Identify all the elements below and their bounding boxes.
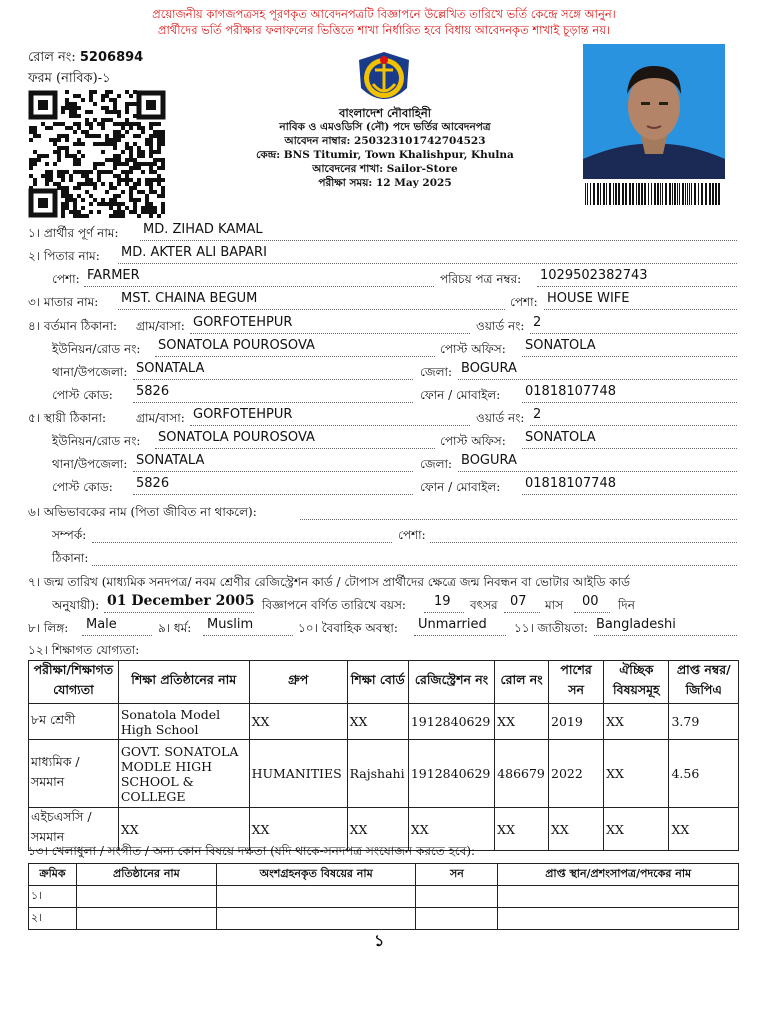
years-label: বৎসর [470, 598, 498, 612]
present-phone: 01818107748 [525, 384, 616, 399]
nid-label: পরিচয় পত্র নম্বর: [440, 272, 522, 286]
applicant-photo [583, 44, 725, 179]
dob-label-2: অনুযায়ী): [52, 598, 100, 612]
applicant-name: MD. ZIHAD KAMAL [143, 222, 263, 237]
table-row [29, 704, 739, 740]
col-skill-institution: প্রতিষ্ঠানের নাম [76, 864, 216, 886]
father-occupation-label: পেশা: [52, 272, 80, 286]
permanent-village: GORFOTEHPUR [193, 407, 293, 422]
permanent-union-label: ইউনিয়ন/রোড নং: [52, 434, 141, 448]
present-po-label: পোস্ট অফিস: [440, 342, 506, 356]
table-cell: 2022 [549, 740, 604, 808]
form-title: নাবিক ও এমওডিসি (নৌ) পদে ভর্তির আবেদনপত্র [279, 121, 491, 133]
permanent-district-label: জেলা: [420, 457, 453, 471]
col-roll: রোল নং [495, 661, 549, 704]
present-postcode: 5826 [136, 384, 170, 399]
mother-occupation-label: পেশা: [510, 295, 538, 309]
col-subject: অংশগ্রহনকৃত বিষয়ের নাম [216, 864, 416, 886]
table-cell: HUMANITIES [249, 740, 347, 808]
exam-center: কেন্দ্র: BNS Titumir, Town Khalishpur, Khulna [256, 149, 514, 161]
table-cell: XX [495, 704, 549, 740]
barcode [583, 183, 725, 205]
permanent-postcode-label: পোস্ট কোড: [52, 480, 113, 494]
present-ward-label: ওয়ার্ড নং: [476, 319, 525, 333]
sex-label: ৮। লিঙ্গ: [28, 621, 69, 635]
table-cell: XX [347, 704, 408, 740]
table-cell: XX [604, 808, 669, 851]
permanent-union: SONATOLA POUROSOVA [158, 430, 315, 445]
table-cell: Sonatola Model High School [118, 704, 249, 740]
table-cell: XX [347, 808, 408, 851]
marital-status: Unmarried [418, 617, 487, 632]
present-postcode-label: পোস্ট কোড: [52, 388, 113, 402]
table-cell [498, 886, 739, 908]
religion: Muslim [207, 617, 254, 632]
table-cell [498, 908, 739, 930]
notice-line-1: প্রয়োজনীয় কাগজপত্রসহ পূরণকৃত আবেদনপত্রটি বিজ্ঞাপনে উল্লেখিত তারিখে ভর্তি কেন্দ্রে সঙ্গে আনুন। [152, 7, 616, 21]
nationality: Bangladeshi [596, 617, 676, 632]
navy-logo-icon [353, 48, 415, 108]
age-days: 00 [582, 594, 599, 609]
table-cell: XX [669, 808, 739, 851]
table-cell: 1912840629 [408, 704, 494, 740]
father-name: MD. AKTER ALI BAPARI [121, 245, 267, 260]
table-cell: XX [495, 808, 549, 851]
permanent-po-label: পোস্ট অফিস: [440, 434, 506, 448]
table-cell: এইচএসসি / সমমান [29, 808, 119, 851]
table-cell [416, 886, 498, 908]
notice-line-2: প্রার্থীদের ভর্তি পরীক্ষার ফলাফলের ভিত্তিতে শাখা নির্ধারিত হবে বিধায় আবেদনকৃত শাখাই চূড়ান্ত নয়। [157, 23, 611, 37]
permanent-phone: 01818107748 [525, 476, 616, 491]
present-union-label: ইউনিয়ন/রোড নং: [52, 342, 141, 356]
table-row [29, 740, 739, 808]
col-exam: পরীক্ষা/শিক্ষাগত যোগ্যতা [29, 661, 119, 704]
col-gpa: প্রাপ্ত নম্বর/জিপিএ [669, 661, 739, 704]
col-serial: ক্রমিক [29, 864, 77, 886]
age-years: 19 [434, 594, 451, 609]
present-village-label: গ্রাম/বাসা: [136, 319, 185, 333]
table-row [29, 886, 739, 908]
dob-label: ৭। জন্ম তারিখ (মাধ্যমিক সনদপত্র/ নবম শ্রেণীর রেজিস্ট্রেশন কার্ড / টোপাস প্রার্থীদের ক্ষেত্রে জন্ম নিবন্ধন বা ভোটার আইডি কার্ড [28, 575, 630, 589]
col-optional-subjects: ঐচ্ছিক বিষয়সমূহ [604, 661, 669, 704]
name-label: ১। প্রার্থীর পূর্ণ নাম: [28, 226, 119, 240]
table-cell: 4.56 [669, 740, 739, 808]
table-cell: ২। [29, 908, 77, 930]
permanent-address-label: ৫। স্থায়ী ঠিকানা: [28, 411, 107, 425]
mother-occupation: HOUSE WIFE [547, 291, 630, 306]
present-district-label: জেলা: [420, 365, 453, 379]
table-cell [416, 908, 498, 930]
months-label: মাস [545, 598, 564, 612]
father-label: ২। পিতার নাম: [28, 249, 100, 263]
skills-table [28, 863, 739, 930]
education-table [28, 660, 739, 851]
table-cell: XX [549, 808, 604, 851]
col-pass-year: পাশের সন [549, 661, 604, 704]
permanent-post-office: SONATOLA [525, 430, 596, 445]
table-cell: XX [604, 704, 669, 740]
permanent-ward: 2 [533, 407, 542, 422]
age-months: 07 [510, 594, 527, 609]
table-cell: XX [249, 704, 347, 740]
days-label: দিন [618, 598, 635, 612]
table-cell: মাধ্যমিক / সমমান [29, 740, 119, 808]
application-number: আবেদন নাম্বার: 250323101742704523 [284, 135, 486, 147]
present-phone-label: ফোন / মোবাইল: [420, 388, 501, 402]
table-cell: ৮ম শ্রেণী [29, 704, 119, 740]
col-award: প্রাপ্ত স্থান/প্রশংসাপত্র/পদকের নাম [498, 864, 739, 886]
permanent-postcode: 5826 [136, 476, 170, 491]
col-board: শিক্ষা বোর্ড [347, 661, 408, 704]
mother-name: MST. CHAINA BEGUM [121, 291, 258, 306]
page-number: ১ [374, 931, 385, 950]
age-label: বিজ্ঞাপনে বর্ণিত তারিখে বয়স: [262, 598, 406, 612]
present-union: SONATOLA POUROSOVA [158, 338, 315, 353]
table-cell [76, 886, 216, 908]
table-cell: XX [408, 808, 494, 851]
roll-number: 5206894 [79, 50, 144, 65]
table-cell [216, 886, 416, 908]
marital-label: ১০। বৈবাহিক অবস্থা: [298, 621, 398, 635]
form-label: ফরম (নাবিক)-১ [28, 71, 111, 86]
table-cell: GOVT. SONATOLA MODLE HIGH SCHOOL & COLLEGE [118, 740, 249, 808]
table-cell: XX [118, 808, 249, 851]
col-institution: শিক্ষা প্রতিষ্ঠানের নাম [118, 661, 249, 704]
sex: Male [86, 617, 117, 632]
table-cell: 2019 [549, 704, 604, 740]
roll-label: রোল নং: 5206894 [28, 50, 144, 65]
table-cell [76, 908, 216, 930]
table-cell: Rajshahi [347, 740, 408, 808]
guardian-address-label: ঠিকানা: [52, 551, 89, 565]
skills-label: ১৩। খেলাধুলা / সংগীত / অন্য কোন বিষয়ে দক্ষতা (যদি থাকে-সনদপত্র সংযোজন করতে হবে): [28, 844, 476, 858]
present-address-label: ৪। বর্তমান ঠিকানা: [28, 319, 118, 333]
present-village: GORFOTEHPUR [193, 315, 293, 330]
nid-number: 1029502382743 [540, 268, 648, 283]
exam-time: পরীক্ষা সময়: 12 May 2025 [318, 177, 452, 189]
permanent-thana: SONATALA [136, 453, 205, 468]
present-thana: SONATALA [136, 361, 205, 376]
permanent-district: BOGURA [461, 453, 517, 468]
religion-label: ৯। ধর্ম: [158, 621, 192, 635]
permanent-phone-label: ফোন / মোবাইল: [420, 480, 501, 494]
col-group: গ্রুপ [249, 661, 347, 704]
permanent-thana-label: থানা/উপজেলা: [52, 457, 128, 471]
table-cell: 3.79 [669, 704, 739, 740]
permanent-ward-label: ওয়ার্ড নং: [476, 411, 525, 425]
present-post-office: SONATOLA [525, 338, 596, 353]
col-registration: রেজিস্ট্রেশন নং [408, 661, 494, 704]
mother-label: ৩। মাতার নাম: [28, 295, 99, 309]
col-year: সন [416, 864, 498, 886]
table-cell: ১। [29, 886, 77, 908]
table-cell: 486679 [495, 740, 549, 808]
present-ward: 2 [533, 315, 542, 330]
applied-branch: আবেদনের শাখা: Sailor-Store [312, 163, 458, 175]
skills-header-row [29, 864, 739, 886]
table-cell [216, 908, 416, 930]
qr-code [28, 90, 166, 218]
table-cell: 1912840629 [408, 740, 494, 808]
present-thana-label: থানা/উপজেলা: [52, 365, 128, 379]
guardian-label: ৬। অভিভাবকের নাম (পিতা জীবিত না থাকলে): [28, 505, 257, 519]
org-name: বাংলাদেশ নৌবাহিনী [338, 106, 432, 120]
present-district: BOGURA [461, 361, 517, 376]
date-of-birth: 01 December 2005 [107, 593, 255, 609]
relation-label: সম্পর্ক: [52, 528, 87, 542]
permanent-village-label: গ্রাম/বাসা: [136, 411, 185, 425]
nationality-label: ১১। জাতীয়তা: [514, 621, 588, 635]
father-occupation: FARMER [87, 268, 140, 283]
guardian-occupation-label: পেশা: [398, 528, 426, 542]
education-header-row [29, 661, 739, 704]
table-row [29, 908, 739, 930]
table-cell: XX [604, 740, 669, 808]
table-cell: XX [249, 808, 347, 851]
education-label: ১২। শিক্ষাগত যোগ্যতা: [28, 643, 140, 657]
